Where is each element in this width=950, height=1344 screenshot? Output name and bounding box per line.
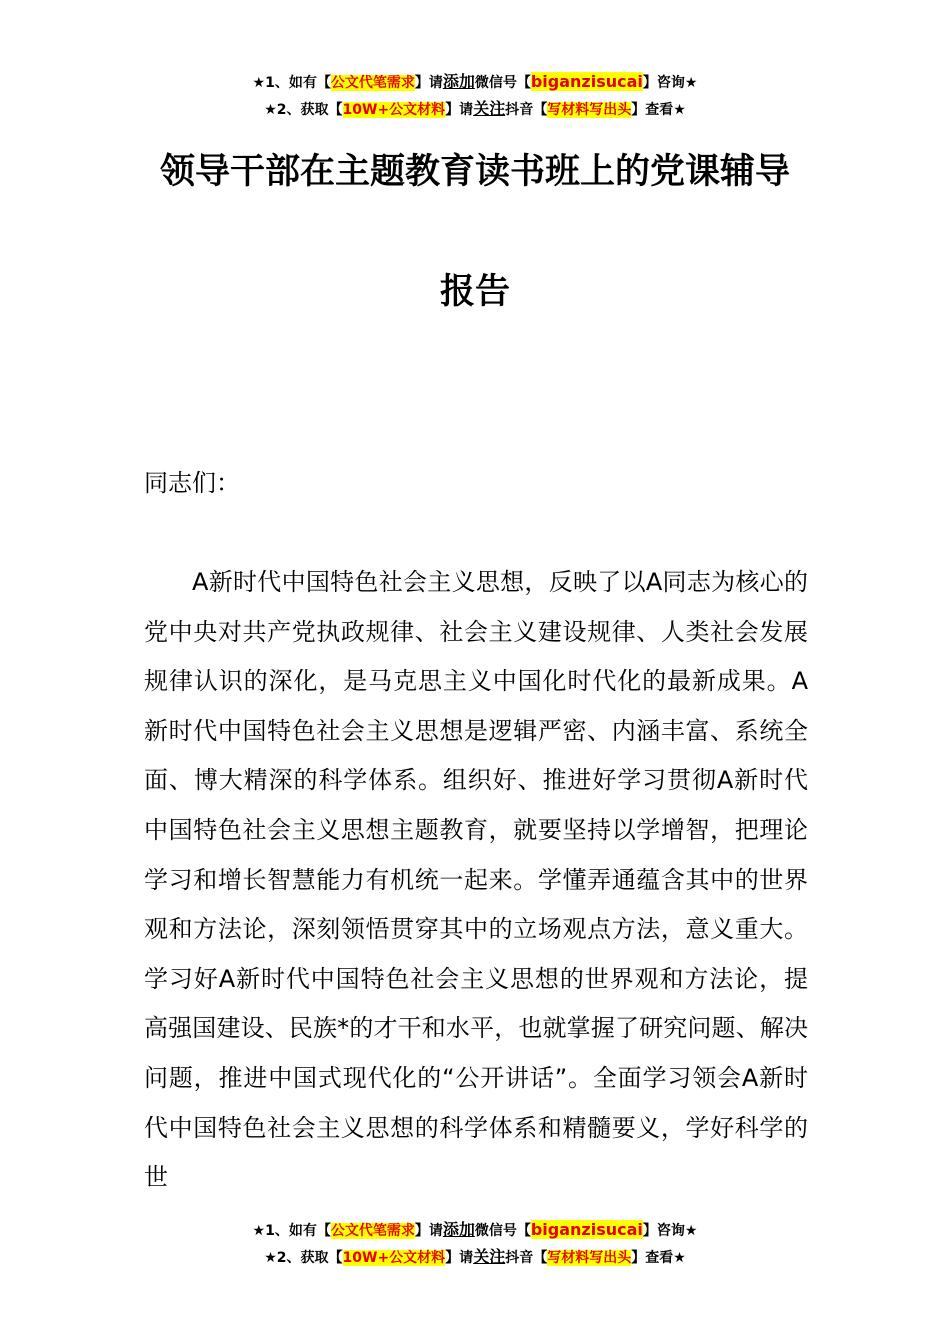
footer-banner — [0, 1217, 950, 1271]
banner-highlight: 10W+公文材料 — [342, 102, 446, 118]
banner-highlight-douyin: 写材料写出头 — [547, 102, 632, 118]
banner-line-1: ★1、如有【公文代笔需求】请添加微信号【biganzisucai】咨询★ — [252, 72, 698, 91]
document-title-line-2: 报告 — [439, 272, 510, 312]
body-paragraph: A新时代中国特色社会主义思想，反映了以A同志为核心的党中央对共产党执政规律、社会主义建设规律、人类社会发展规律认识的深化，是马克思主义中国化时代化的最新成果。A新时代中国特色社会主义思想是逻辑严密、内涵丰富、系统全面、博大精深的科学体系。组织好、推进好学习贯彻A新时代中国特色社会主义思想主题教育，就要坚持以学增智，把理论学习和增长智慧能力有机统一起来。学懂弄通蕴含其中的世界观和方法论，深刻领悟贯穿其中的立场观点方法，意义重大。学习好A新时代中国特色社会主义思想的世界观和方法论，提高强国建设、民族*的才干和水平，也就掌握了研究问题、解决问题，推进中国式现代化的“公开讲话”。全面学习领会A新时代中国特色社会主义思想的科学体系和精髓要义，学好科学的世 — [144, 568, 808, 1192]
salutation: 同志们： — [144, 469, 240, 497]
banner-highlight-wechat: biganzisucai — [530, 72, 643, 91]
banner-line-2: ★2、获取【10W+公文材料】请关注抖音【写材料写出头】查看★ — [264, 1247, 686, 1266]
banner-highlight: 公文代笔需求 — [330, 1223, 415, 1239]
banner-highlight-wechat: biganzisucai — [530, 1220, 643, 1239]
banner-line-2: ★2、获取【10W+公文材料】请关注抖音【写材料写出头】查看★ — [264, 99, 686, 118]
banner-highlight: 10W+公文材料 — [342, 1250, 446, 1266]
header-banner — [0, 69, 950, 123]
banner-line-1: ★1、如有【公文代笔需求】请添加微信号【biganzisucai】咨询★ — [252, 1220, 698, 1239]
document-title-line-1: 领导干部在主题教育读书班上的党课辅导 — [159, 152, 790, 192]
banner-highlight: 公文代笔需求 — [330, 75, 415, 91]
banner-highlight-douyin: 写材料写出头 — [547, 1250, 632, 1266]
